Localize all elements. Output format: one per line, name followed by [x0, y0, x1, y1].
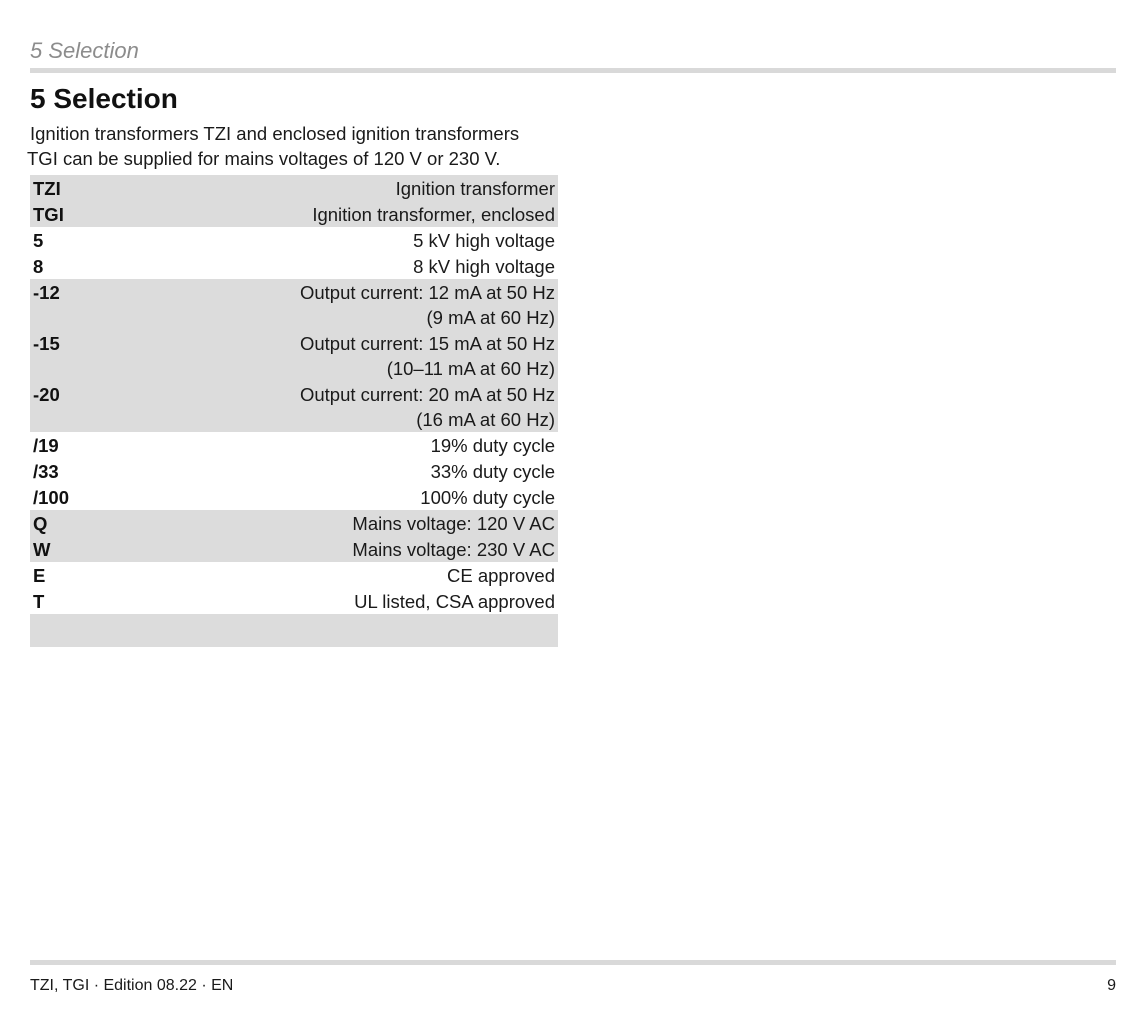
table-row	[30, 279, 558, 330]
type-code: -12	[33, 282, 60, 303]
table-group	[30, 432, 558, 510]
running-header: 5 Selection	[30, 38, 139, 63]
table-row	[30, 175, 558, 201]
description-line: 19% duty cycle	[430, 435, 555, 456]
table-row	[30, 484, 558, 510]
table-row	[30, 201, 558, 227]
table-group	[30, 227, 558, 279]
type-code-description	[413, 254, 555, 279]
description-line: Output current: 15 mA at 50 Hz	[299, 333, 555, 354]
table-row	[30, 381, 558, 432]
type-code-description	[300, 382, 555, 432]
description-line: 5 kV high voltage	[413, 230, 555, 251]
description-line: Ignition transformer	[395, 178, 555, 199]
table-row	[30, 253, 558, 279]
type-code-description	[431, 433, 555, 458]
footer-document-info: TZI, TGI · Edition 08.22 · EN	[30, 977, 234, 994]
type-code: W	[33, 539, 51, 560]
type-code: /33	[33, 461, 59, 482]
type-code: -15	[33, 333, 60, 354]
description-line: (10–11 mA at 60 Hz)	[386, 358, 555, 379]
table-group	[30, 510, 558, 562]
description-line: 8 kV high voltage	[413, 256, 555, 277]
description-line: Mains voltage: 230 V AC	[352, 539, 555, 560]
type-code: Q	[33, 513, 48, 534]
intro-line: TGI can be supplied for mains voltages of 120 V or 230 V.	[27, 148, 501, 169]
description-line: UL listed, CSA approved	[354, 591, 555, 612]
type-code-description	[312, 202, 555, 227]
table-group	[30, 279, 558, 432]
type-code: 5	[33, 230, 44, 251]
type-code: E	[33, 565, 46, 586]
table-empty-row	[30, 614, 558, 647]
header-divider	[30, 68, 1116, 73]
type-code-description	[352, 537, 555, 562]
section-title: 5 Selection	[30, 83, 178, 114]
type-code: -20	[33, 384, 60, 405]
table-row	[30, 330, 558, 381]
type-code-description	[354, 589, 555, 614]
type-code-description	[396, 176, 555, 201]
type-code-description	[431, 459, 555, 484]
table-row	[30, 588, 558, 614]
type-code: T	[33, 591, 45, 612]
description-line: 100% duty cycle	[420, 487, 555, 508]
description-line: Output current: 20 mA at 50 Hz	[299, 384, 555, 405]
intro-line: Ignition transformers TZI and enclosed ignition transformers	[30, 123, 520, 144]
table-row	[30, 510, 558, 536]
description-line: Ignition transformer, enclosed	[312, 204, 555, 225]
description-line: 33% duty cycle	[430, 461, 555, 482]
table-row	[30, 562, 558, 588]
type-code: /19	[33, 435, 59, 456]
description-line: CE approved	[447, 565, 555, 586]
type-code: TGI	[33, 204, 64, 225]
type-code: TZI	[33, 178, 61, 199]
type-code: 8	[33, 256, 44, 277]
type-code-description	[300, 280, 555, 330]
description-line: (9 mA at 60 Hz)	[426, 307, 555, 328]
description-line: Mains voltage: 120 V AC	[352, 513, 555, 534]
table-row	[30, 458, 558, 484]
type-code: /100	[33, 487, 70, 508]
table-row	[30, 227, 558, 253]
type-code-description	[300, 331, 555, 381]
page-number: 9	[1107, 977, 1116, 994]
type-code-description	[447, 563, 555, 588]
footer-divider	[30, 960, 1116, 965]
intro-paragraph	[27, 121, 567, 171]
table-group	[30, 175, 558, 227]
type-code-description	[420, 485, 555, 510]
type-code-description	[352, 511, 555, 536]
description-line: Output current: 12 mA at 50 Hz	[299, 282, 555, 303]
table-row	[30, 432, 558, 458]
table-row	[30, 536, 558, 562]
type-code-table	[30, 175, 558, 647]
table-group	[30, 562, 558, 614]
type-code-description	[413, 228, 555, 253]
description-line: (16 mA at 60 Hz)	[416, 409, 555, 430]
